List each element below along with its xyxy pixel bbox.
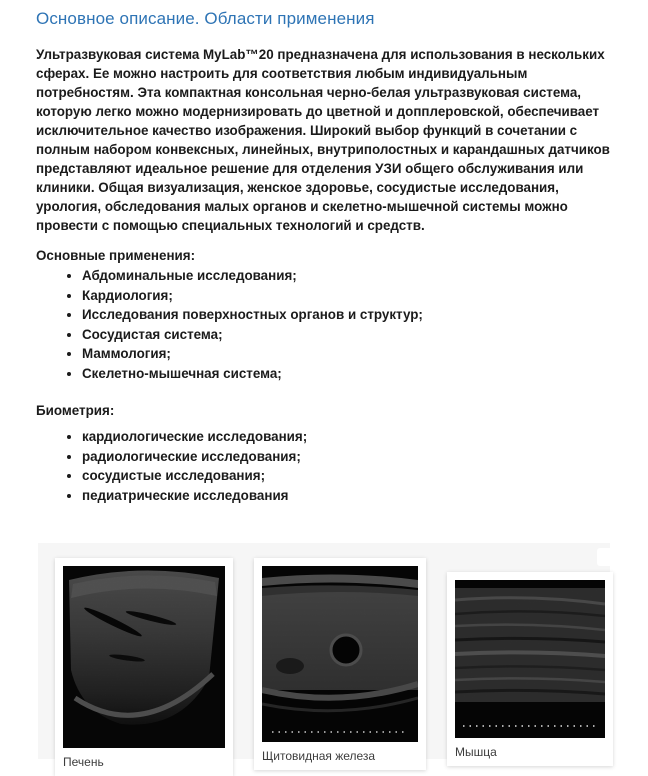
intro-paragraph: Ультразвуковая система MyLab™20 предназначена для использования в нескольких сферах. Ее можно настроить для соответствия любым индивидуальным потребностям. Эта компактная консольная черно-белая ультразвуковая система, которую легко можно модернизировать до цветной и допплеровской, обеспечивает исключительное качество изображения. Широкий выбор функций в сочетании с полным набором конвексных, линейных, внутриполостных и карандашных датчиков представляют идеальное решение для отделения УЗИ общего обслуживания или клиники. Общая визуализация, женское здоровье, сосудистые исследования, урология, обследования малых органов и скелетно-мышечной системы можно провести с помощью специальных технологий и средств.: [36, 47, 610, 233]
page-corner-artifact: [597, 548, 610, 566]
list-item: • сосудистые исследования;: [82, 466, 612, 486]
list-item: • Абдоминальные исследования;: [82, 266, 612, 286]
figure-card: [447, 572, 613, 766]
list-item: • Скелетно-мышечная система;: [82, 364, 612, 384]
figures-panel: [38, 543, 610, 769]
list-item: • радиологические исследования;: [82, 447, 612, 467]
figure-caption: Мышца: [455, 745, 497, 759]
list-item: • Маммология;: [82, 344, 612, 364]
list-item: • кардиологические исследования;: [82, 427, 612, 447]
applications-heading: Основные применения:: [36, 248, 196, 263]
biometry-heading: Биометрия:: [36, 403, 115, 418]
applications-list: [36, 266, 612, 383]
biometry-list: [36, 427, 612, 505]
page-title: Основное описание. Области применения: [36, 9, 375, 28]
list-item: • Исследования поверхностных органов и структур;: [82, 305, 612, 325]
figure-caption: Щитовидная железа: [262, 749, 376, 763]
list-item: • педиатрические исследования: [82, 486, 612, 506]
list-item: • Кардиология;: [82, 286, 612, 306]
figure-caption: Печень: [63, 755, 104, 769]
ultrasound-image-thyroid: [262, 566, 418, 742]
ultrasound-image-liver: [63, 566, 225, 748]
figure-card: [254, 558, 426, 770]
ultrasound-image-muscle: [455, 580, 605, 738]
figure-card: [55, 558, 233, 776]
list-item: • Сосудистая система;: [82, 325, 612, 345]
